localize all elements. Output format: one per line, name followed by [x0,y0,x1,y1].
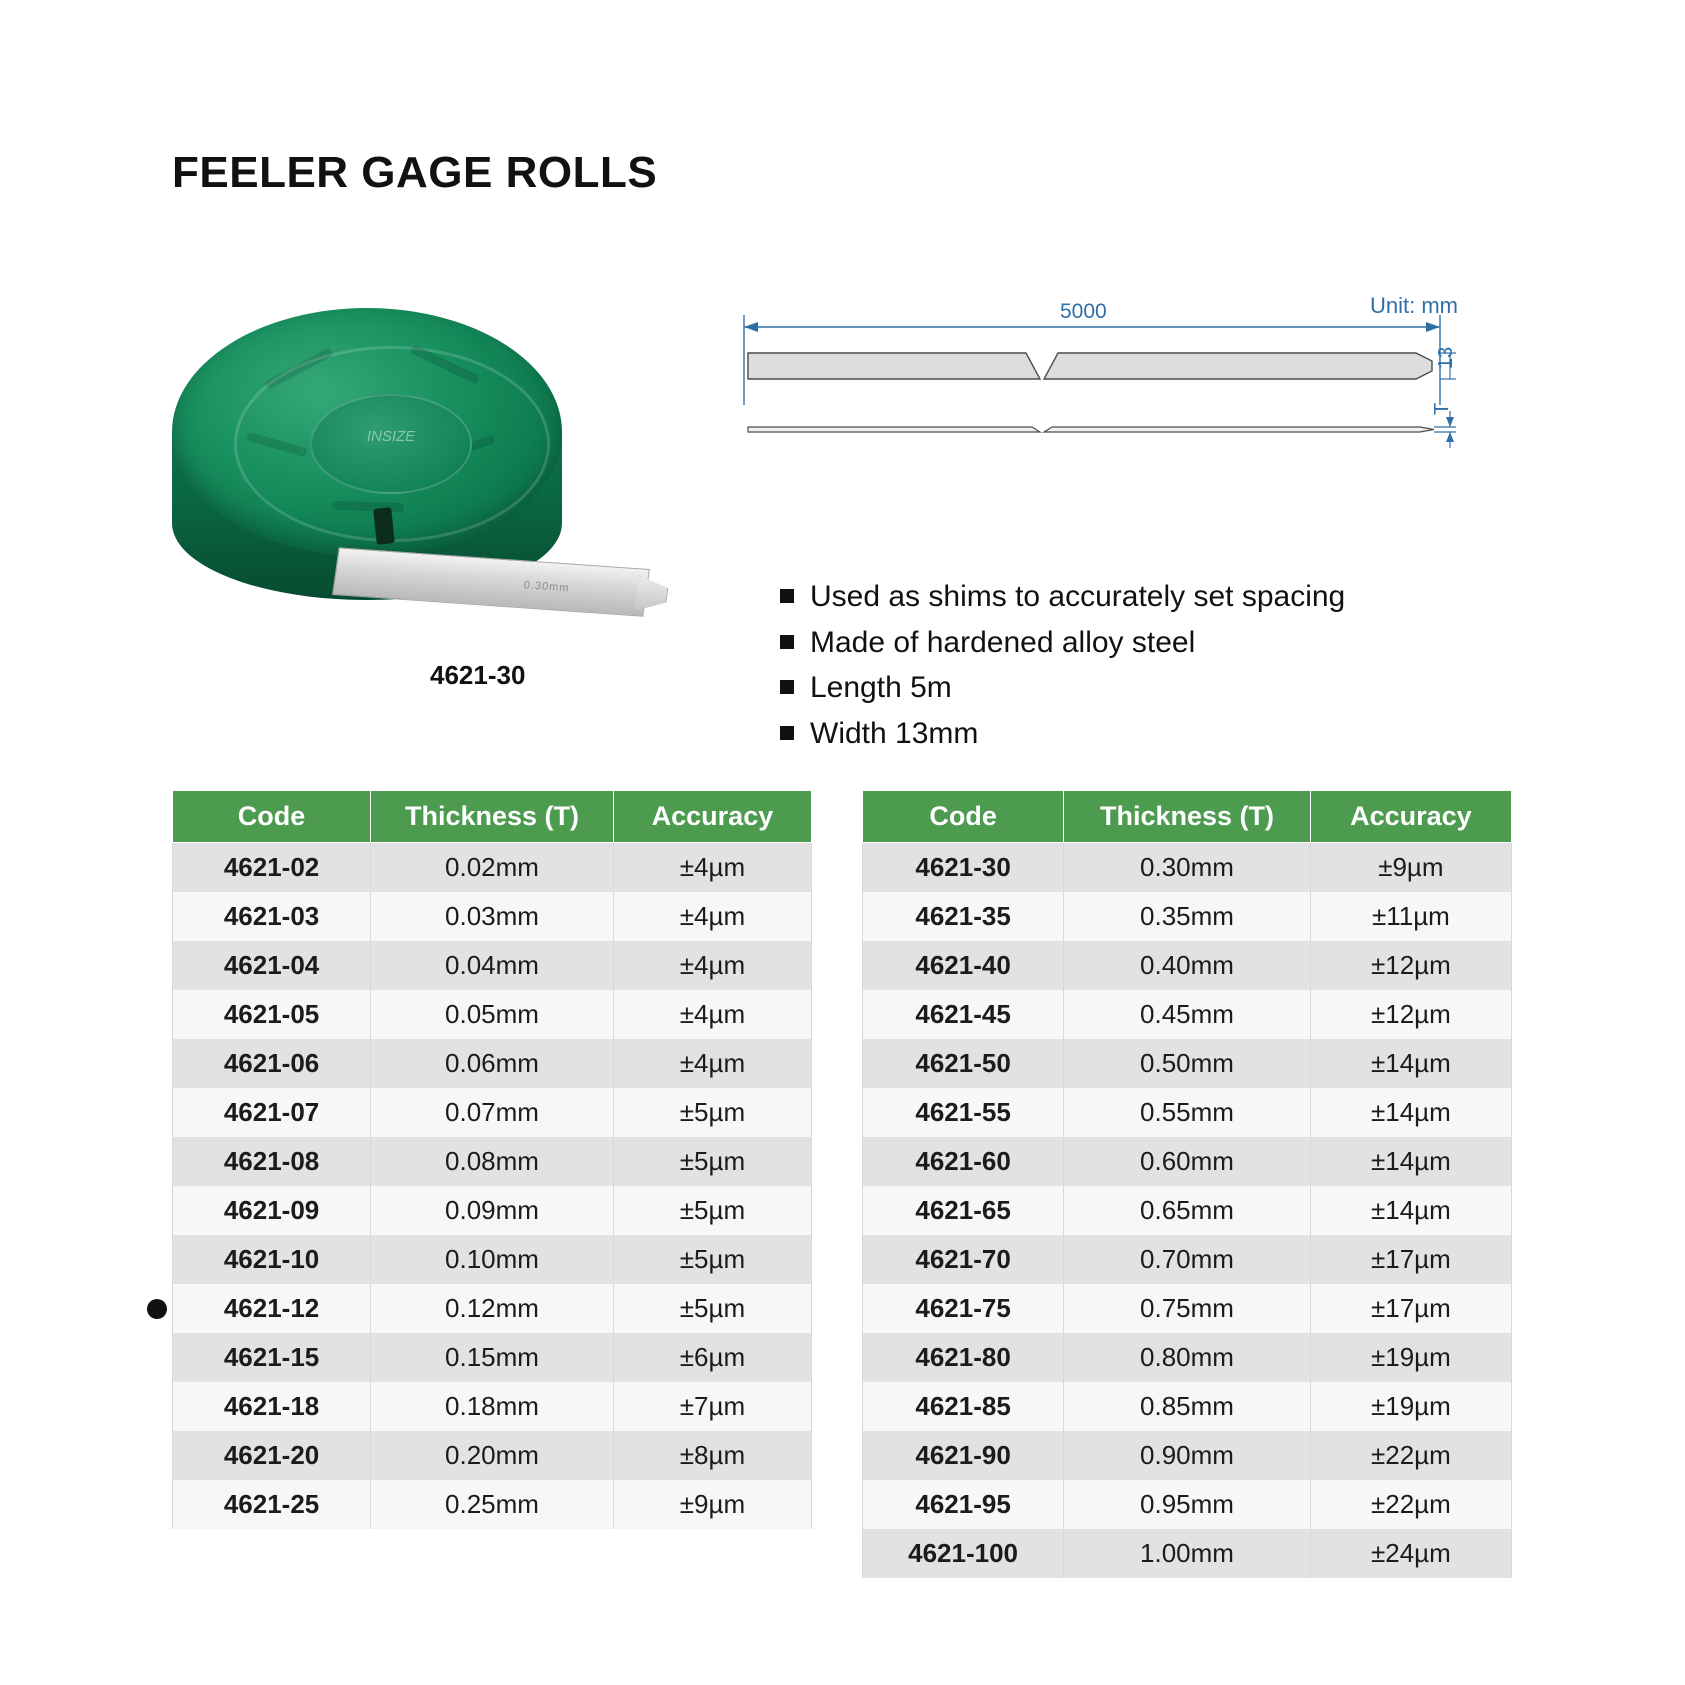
cell-code: 4621-08 [173,1137,371,1186]
column-header-accuracy: Accuracy [1310,791,1511,843]
cell-accuracy: ±22µm [1310,1480,1511,1529]
cell-code: 4621-65 [863,1186,1064,1235]
cell-thickness: 0.75mm [1064,1284,1311,1333]
cell-thickness: 0.18mm [371,1382,614,1431]
product-photo [130,290,690,690]
table-row [173,1186,812,1235]
cell-code: 4621-02 [173,843,371,893]
feature-text: Used as shims to accurately set spacing [810,580,1346,613]
cell-thickness: 0.30mm [1064,843,1311,893]
cell-code: 4621-18 [173,1382,371,1431]
cell-accuracy: ±17µm [1310,1235,1511,1284]
feature-list [780,578,1420,760]
cell-accuracy: ±12µm [1310,990,1511,1039]
cell-thickness: 0.15mm [371,1333,614,1382]
table-body-left [173,843,812,1530]
cell-code: 4621-95 [863,1480,1064,1529]
cell-accuracy: ±11µm [1310,892,1511,941]
drawing-svg [740,285,1460,505]
cell-accuracy: ±14µm [1310,1186,1511,1235]
cell-code: 4621-20 [173,1431,371,1480]
cell-code: 4621-70 [863,1235,1064,1284]
column-header-code: Code [863,791,1064,843]
cell-thickness: 0.80mm [1064,1333,1311,1382]
column-header-code: Code [173,791,371,843]
table-row [863,1284,1512,1333]
table-row [173,1480,812,1529]
cell-code: 4621-35 [863,892,1064,941]
cell-thickness: 0.50mm [1064,1039,1311,1088]
cell-accuracy: ±5µm [613,1137,811,1186]
table-row [173,1284,812,1333]
cell-thickness: 0.65mm [1064,1186,1311,1235]
cell-code: 4621-15 [173,1333,371,1382]
bullet-square-icon [780,589,794,603]
table-row [863,1235,1512,1284]
cell-thickness: 0.09mm [371,1186,614,1235]
cell-accuracy: ±7µm [613,1382,811,1431]
cell-code: 4621-09 [173,1186,371,1235]
cell-accuracy: ±22µm [1310,1431,1511,1480]
bullet-square-icon [780,635,794,649]
cell-code: 4621-80 [863,1333,1064,1382]
cell-code: 4621-40 [863,941,1064,990]
cell-thickness: 0.03mm [371,892,614,941]
cell-accuracy: ±4µm [613,892,811,941]
cell-accuracy: ±17µm [1310,1284,1511,1333]
table-row [173,941,812,990]
cell-accuracy: ±4µm [613,843,811,893]
feeler-gage-reel-illustration [150,300,580,630]
table-row [863,1480,1512,1529]
feature-text: Made of hardened alloy steel [810,625,1196,659]
cell-code: 4621-07 [173,1088,371,1137]
cell-code: 4621-85 [863,1382,1064,1431]
cell-thickness: 0.12mm [371,1284,614,1333]
dimension-drawing [740,285,1460,505]
list-item [780,578,1420,616]
brand-label: INSIZE [366,428,416,445]
cell-accuracy: ±19µm [1310,1333,1511,1382]
cell-accuracy: ±5µm [613,1284,811,1333]
table-row [863,1186,1512,1235]
thickness-dimension-text: T [1431,402,1453,415]
cell-accuracy: ±5µm [613,1186,811,1235]
table-row [863,1431,1512,1480]
table-row [863,1382,1512,1431]
cell-code: 4621-75 [863,1284,1064,1333]
cell-thickness: 0.10mm [371,1235,614,1284]
photo-caption: 4621-30 [430,660,526,690]
table-row [863,892,1512,941]
table-row [173,843,812,893]
cell-accuracy: ±12µm [1310,941,1511,990]
cell-accuracy: ±14µm [1310,1088,1511,1137]
cell-thickness: 0.06mm [371,1039,614,1088]
cell-accuracy: ±14µm [1310,1039,1511,1088]
cell-code: 4621-45 [863,990,1064,1039]
table-row [863,941,1512,990]
cell-thickness: 1.00mm [1064,1529,1311,1578]
blade-marking: 0.30mm [522,579,571,595]
table-row [173,1431,812,1480]
cell-code: 4621-03 [173,892,371,941]
table-row [863,1333,1512,1382]
cell-accuracy: ±24µm [1310,1529,1511,1578]
cell-thickness: 0.35mm [1064,892,1311,941]
reel-hub [310,394,472,494]
cell-code: 4621-60 [863,1137,1064,1186]
cell-accuracy: ±5µm [613,1088,811,1137]
cell-code: 4621-50 [863,1039,1064,1088]
feeler-blade [332,547,650,616]
table-row [173,1088,812,1137]
cell-code: 4621-90 [863,1431,1064,1480]
cell-accuracy: ±9µm [1310,843,1511,893]
cell-thickness: 0.45mm [1064,990,1311,1039]
cell-accuracy: ±6µm [613,1333,811,1382]
table-row [173,1137,812,1186]
table-row [863,843,1512,893]
feature-text: Length 5m [810,671,952,704]
table-row [863,990,1512,1039]
page-title: FEELER GAGE ROLLS [172,148,658,197]
cell-code: 4621-12 [173,1284,371,1333]
cell-thickness: 0.08mm [371,1137,614,1186]
column-header-accuracy: Accuracy [613,791,811,843]
cell-thickness: 0.90mm [1064,1431,1311,1480]
list-item [780,669,1420,707]
cell-thickness: 0.70mm [1064,1235,1311,1284]
unit-label: Unit: mm [1370,293,1458,318]
table-body-right [863,843,1512,1579]
cell-thickness: 0.40mm [1064,941,1311,990]
spec-table-left [172,790,812,1529]
cell-thickness: 0.85mm [1064,1382,1311,1431]
bullet-square-icon [780,726,794,740]
cell-accuracy: ±4µm [613,941,811,990]
cell-accuracy: ±4µm [613,1039,811,1088]
cell-code: 4621-10 [173,1235,371,1284]
cell-thickness: 0.20mm [371,1431,614,1480]
cell-code: 4621-25 [173,1480,371,1529]
column-header-thickness: Thickness (T) [1064,791,1311,843]
cell-accuracy: ±4µm [613,990,811,1039]
table-header-row [863,791,1512,843]
width-dimension-text: 13 [1435,346,1457,369]
cell-thickness: 0.55mm [1064,1088,1311,1137]
cell-code: 4621-100 [863,1529,1064,1578]
cell-thickness: 0.05mm [371,990,614,1039]
cell-thickness: 0.25mm [371,1480,614,1529]
cell-accuracy: ±5µm [613,1235,811,1284]
reel-face [172,308,562,556]
selection-dot-icon [147,1299,167,1319]
cell-code: 4621-30 [863,843,1064,893]
table-row [173,1333,812,1382]
cell-thickness: 0.60mm [1064,1137,1311,1186]
table-header-row [173,791,812,843]
cell-code: 4621-06 [173,1039,371,1088]
cell-code: 4621-55 [863,1088,1064,1137]
cell-thickness: 0.02mm [371,843,614,893]
cell-thickness: 0.04mm [371,941,614,990]
table-row [863,1529,1512,1578]
table-row [173,892,812,941]
cell-code: 4621-05 [173,990,371,1039]
cell-accuracy: ±19µm [1310,1382,1511,1431]
column-header-thickness: Thickness (T) [371,791,614,843]
table-row [863,1088,1512,1137]
length-dimension-text: 5000 [1060,300,1107,323]
table-row [863,1137,1512,1186]
feature-text: Width 13mm [810,716,979,750]
table-row [173,1039,812,1088]
spec-table-right [862,790,1512,1578]
table-row [173,1235,812,1284]
table-row [173,1382,812,1431]
cell-thickness: 0.07mm [371,1088,614,1137]
list-item [780,624,1420,662]
cell-thickness: 0.95mm [1064,1480,1311,1529]
cell-accuracy: ±14µm [1310,1137,1511,1186]
list-item [780,715,1420,753]
table-row [863,1039,1512,1088]
bullet-square-icon [780,680,794,694]
cell-accuracy: ±9µm [613,1480,811,1529]
table-row [173,990,812,1039]
cell-accuracy: ±8µm [613,1431,811,1480]
cell-code: 4621-04 [173,941,371,990]
blade-slot [373,507,395,545]
